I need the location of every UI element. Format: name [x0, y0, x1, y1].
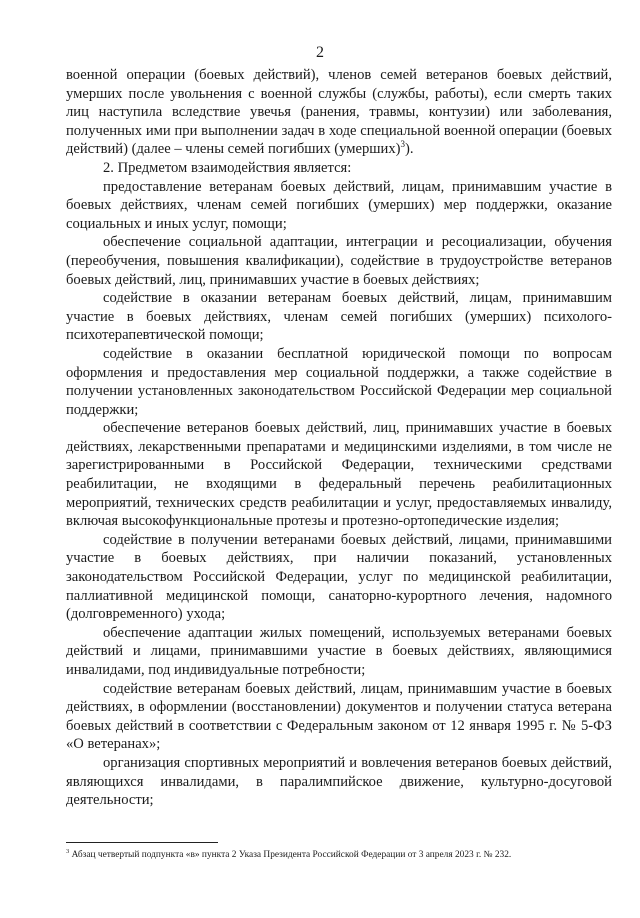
footnote-marker: 3	[66, 847, 70, 855]
paragraph-text: военной операции (боевых действий), членов семей ветеранов боевых действий, умерших после увольнения с военной службы (службы, работы), если смерть таких лиц наступила вследствие увечья (ранения, травмы, контузии) или заболевания, полученных ими при выполнении задач в ходе специальной военной операции (боевых действий) (далее – члены семей погибших (умерших)	[66, 67, 612, 158]
section-heading: 2. Предметом взаимодействия является:	[103, 159, 352, 176]
footnote-divider	[66, 842, 218, 843]
footnote	[66, 849, 612, 861]
list-item-psychological-help: содействие в оказании ветеранам боевых действий, лицам, принимавшим участие в боевых действиях, членам семей погибших (умерших) психолого-психотерапевтической помощи;	[66, 290, 612, 344]
list-item-medical-supplies: обеспечение ветеранов боевых действий, лиц, принимавших участие в боевых действиях, лекарственными препаратами и медицинскими изделиями, в том числе не зарегистрированными в Российской Федерации, техническими средствами реабилитации, не входящими в федеральный перечень реабилитационных мероприятий, технических средств реабилитации и услуг, предоставляемых инвалиду, включая высокофункциональные протезы и протезно-ортопедические изделия;	[66, 420, 612, 530]
list-item-support-measures: предоставление ветеранам боевых действий, лицам, принимавшим участие в боевых действиях, членам семей погибших (умерших) мер поддержки, оказание социальных и иных услуг, помощи;	[66, 178, 612, 232]
document-body	[66, 66, 612, 810]
list-item-documents: содействие ветеранам боевых действий, лицам, принимавшим участие в боевых действиях, в оформлении (восстановлении) документов и получении статуса ветерана боевых действий в соответствии с Федеральным законом от 12 января 1995 г. № 5-ФЗ «О ветеранах»;	[66, 680, 612, 753]
paragraph-end: ).	[404, 141, 414, 158]
footnote-text: Абзац четвертый подпункта «в» пункта 2 Указа Президента Российской Федерации от 3 апреля 2023 г. № 232.	[71, 850, 512, 860]
list-item-social-adaptation: обеспечение социальной адаптации, интеграции и ресоциализации, обучения (переобучения, повышения квалификации), содействие в трудоустройстве ветеранов боевых действий, лиц, принимавших участие в боевых действиях;	[66, 234, 612, 288]
footnote-reference: 3	[400, 139, 405, 150]
list-item-medical-rehabilitation: содействие в получении ветеранами боевых действий, лицами, принимавшими участие в боевых действиях, при наличии показаний, установленных законодательством Российской Федерации, услуг по медицинской реабилитации, паллиативной медицинской помощи, санаторно-курортного лечения, надомного (долговременного) ухода;	[66, 531, 612, 623]
page-number: 2	[316, 44, 324, 61]
list-item-housing-adaptation: обеспечение адаптации жилых помещений, используемых ветеранами боевых действий и лицами, принимавшими участие в боевых действиях, являющимися инвалидами, под индивидуальные потребности;	[66, 624, 612, 678]
paragraph-continuation	[66, 66, 612, 159]
list-item-sports-events: организация спортивных мероприятий и вовлечения ветеранов боевых действий, являющихся инвалидами, в паралимпийское движение, культурно-досуговой деятельности;	[66, 754, 612, 809]
list-item-legal-help: содействие в оказании бесплатной юридической помощи по вопросам оформления и предоставления мер социальной поддержки, а также содействие в получении установленных законодательством Российской Федерации мер социальной поддержки;	[66, 345, 612, 418]
